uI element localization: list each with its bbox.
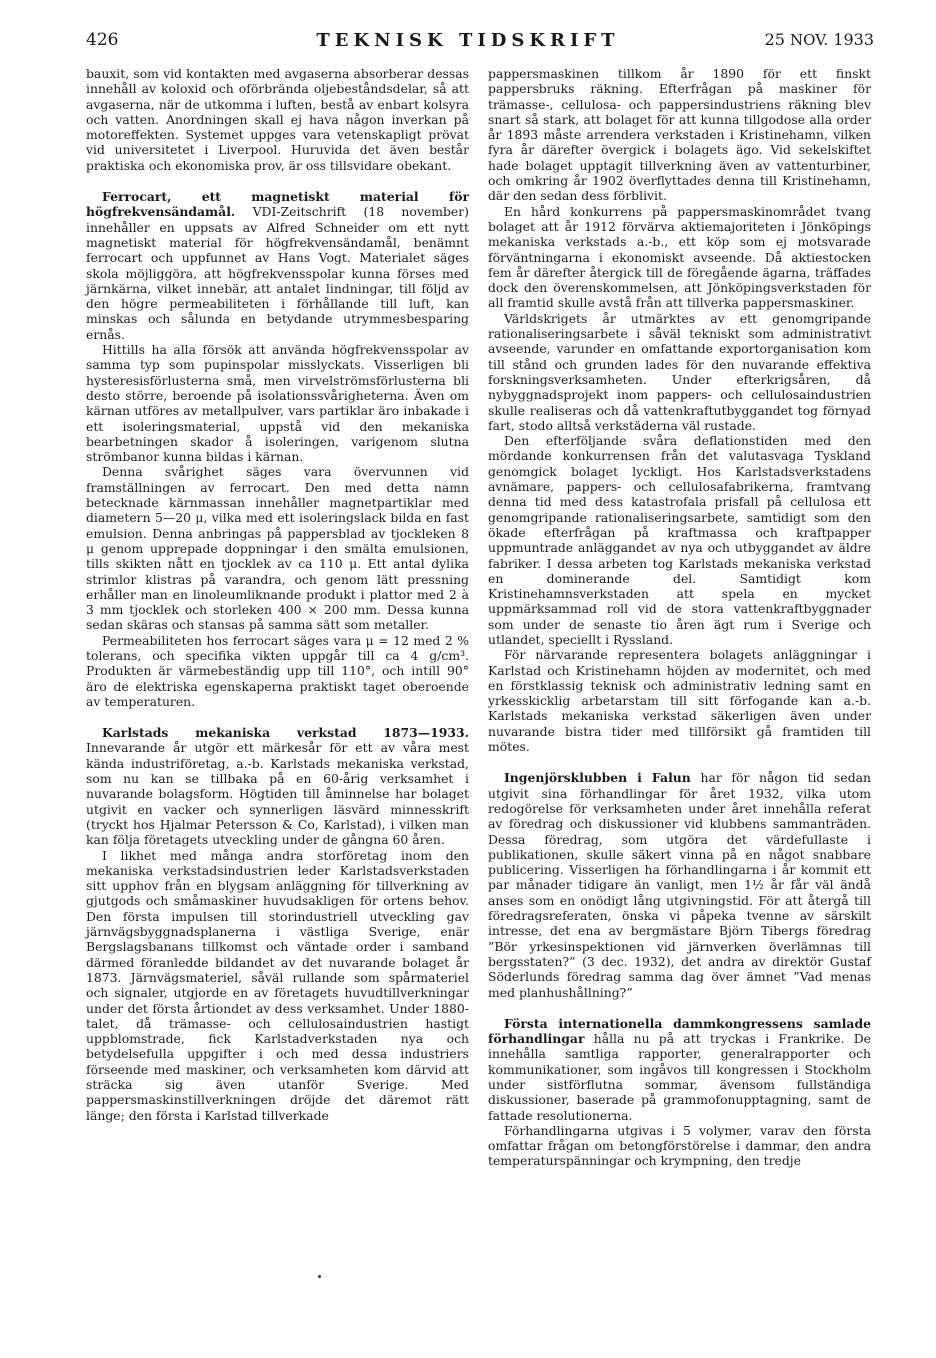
right-column xyxy=(488,66,871,1169)
paragraph: För närvarande representera bolagets anläggningar i Karlstad och Kristinehamn höjden av modernitet, och med en förstklassig teknisk och administrativ ledning samt en yrkesskicklig arbetarstam till sitt förfogande kan a.-b. Karlstads mekaniska verkstad säkerligen även under nuvarande bistra tider med tillförsikt gå framtiden till mötes. xyxy=(488,647,871,755)
dam-congress-article xyxy=(488,1016,871,1123)
page-number: 426 xyxy=(86,30,119,50)
paragraph: Den efterföljande svåra deflationstiden med den mördande konkurrensen från det valutasvaga Tyskland genomgick bolaget lyckligt. Hos Karlstadsverkstadens avnämare, pappers- och cellulosafabrikerna, framtvang denna tid med dess katastrofala prisfall på cellulosa ett genomgripande rationaliseringsarbete, samtidigt som den ökade efterfrågan på kraftmassa och kraftpapper uppmuntrade anläggandet av nya och utbyggandet av äldre fabriker. I dessa arbeten tog Karlstads mekaniska verkstad en dominerande del. Samtidigt kom Kristinehamnsverkstaden att spela en mycket uppmärksammad roll vid de stora vattenkraftbyggnader som under de senaste tio åren ägt rum i Sverige och utlandet, speciellt i Ryssland. xyxy=(488,433,871,647)
left-column xyxy=(86,66,469,1123)
paragraph: Hittills ha alla försök att använda högfrekvensspolar av samma typ som pupinspolar misslyckats. Visserligen bli hysteresisförlusterna små, men virvelströmsförlusterna bli desto större, beroende på isolationssvårigheterna. Även om kärnan utföres av metallpulver, vars partiklar äro inbakade i ett isoleringsmaterial, uppstå vid den mekaniska bearbetningen skador å isoleringen, varigenom slutna strömbanor kunna bildas i kärnan. xyxy=(86,342,469,465)
journal-title: TEKNISK TIDSKRIFT xyxy=(316,30,620,51)
article-heading: Karlstads mekaniska verkstad 1873—1933. xyxy=(102,725,469,741)
falun-article xyxy=(488,770,871,999)
paragraph: Permeabiliteten hos ferrocart säges vara μ = 12 med 2 % tolerans, och specifika vikten uppgår till ca 4 g/cm³. Produkten är värmebeständig upp till 110°, och intill 90° äro de elektriska egenskaperna praktiskt taget oberoende av temperaturen. xyxy=(86,632,469,709)
date-year: 1933 xyxy=(833,30,874,49)
paragraph: Förhandlingarna utgivas i 5 volymer, varav den första omfattar frågan om betongförstörelse i dammar, den andra temperaturspänningar och krympning, den tredje xyxy=(488,1122,871,1169)
date-month: NOV. xyxy=(790,31,829,49)
article-heading: Ferrocart, ett magnetiskt material för högfrekvensändamål. xyxy=(86,189,469,220)
paragraph: En hård konkurrens på pappersmaskinområdet tvang bolaget att år 1912 förvärva aktiemajoriteten i Jönköpings mekaniska verkstads a.-b., ett köp som ej motsvarade förväntningarna i ekonomiskt avseende. Då aktiestocken fem år därefter återgick till de föregående ägarna, träffades dock den överenskommelsen, att Jönköpingsverkstaden för all framtid skulle avstå från att tillverka pappersmaskiner. xyxy=(488,203,871,311)
paragraph: pappersmaskinen tillkom år 1890 för ett finskt pappersbruks räkning. Efterfrågan på maskiner för trämasse-, cellulosa- och pappersindustriens räkning blev snart så stark, att bolaget för att kunna tillgodose alla order år 1893 måste arrendera verkstaden i Kristinehamn, vilken fyra år därefter övergick i bolagets ägo. Vid sekelskiftet hade bolaget upptagit tillverkning även av vattenturbiner, och omkring år 1902 överflyttades denna till Kristinehamn, där den sedan dess förblivit. xyxy=(488,66,871,204)
paragraph: VDI-Zeitschrift (18 november) innehåller en uppsats av Alfred Schneider om ett nytt magnetiskt material för högfrekvensändamål, benämnt ferrocart och uppfunnet av Hans Vogt. Materialet säges skola möjliggöra, att högfrekvensspolar kunna förses med järnkärna, vilket innebär, att antalet lindningar, till följd av den högre permeabiliteten i förhållande till luft, kan minskas och sålunda en betydande utrymmesbesparing ernås. xyxy=(86,204,469,342)
paragraph: bauxit, som vid kontakten med avgaserna absorberar dessas innehåll av koloxid och oförbrända oljebeståndsdelar, så att avgaserna, när de utkomma i luften, bestå av enbart kolsyra och vatten. Anordningen skall ej hava någon inverkan på motoreffekten. Systemet uppges vara vetenskapligt prövat vid universitetet i Liverpool. Huruvida det även består praktiska och ekonomiska prov, är oss tillsvidare obekant. xyxy=(86,66,469,173)
issue-date xyxy=(765,30,874,49)
page-header xyxy=(0,0,936,60)
print-speck xyxy=(318,1275,321,1278)
paragraph: hålla nu på att tryckas i Frankrike. De innehålla samtliga rapporter, generalrapporter och kommunikationer, som ingåvos till kongressen i Stockholm under sistförflutna sommar, ävensom fullständiga diskussioner, baserade på grammofonupptagning, samt de fattade resolutionerna. xyxy=(488,1031,871,1123)
paragraph: Världskrigets år utmärktes av ett genomgripande rationaliseringsarbete i såväl tekniskt som administrativt avseende, varunder en omfattande exportorganisation kom till stånd och grunden lades för den nuvarande effektiva forskningsverksamheten. Under efterkrigsåren, då nybyggnadsprojekt inom pappers- och cellulosaindustrien skulle realiseras och då vattenkraftutbyggandet tog förnyad fart, stodo alltså verkstäderna väl rustade. xyxy=(488,310,871,433)
paragraph: I likhet med många andra storföretag inom den mekaniska verkstadsindustrien leder Karlstadsverkstaden sitt upphov från en blygsam anläggning för tillverkning av gjutgods och småmaskiner huvudsakligen för ortens behov. Den första impulsen till storindustriell utveckling gav järnvägsbyggnadsplanerna i västliga Sverige, enär Bergslagsbanans tillkomst och väntade order i samband därmed föranledde bildandet av det nuvarande bolaget år 1873. Järnvägsmateriel, såväl rullande som spårmateriel och signaler, utgjorde en av företagets huvudtillverkningar under det första årtiondet av dess verksamhet. Under 1880-talet, då trämasse- och cellulosaindustrien hastigt uppblomstrade, fick Karlstadverkstaden nya och betydelsefulla uppgifter i och med dessa industriers förseende med maskiner, och verksamheten kom därvid att sträcka sig även utanför Sverige. Med pappersmaskinstillverkningen dröjde det däremot rätt länge; den första i Karlstad tillverkade xyxy=(86,847,469,1123)
paragraph: har för någon tid sedan utgivit sina förhandlingar för året 1932, vilka utom redogörelse för verksamheten under året innehålla referat av föredrag och diskussioner vid klubbens sammanträden. Dessa föredrag, som utgöra det värdefullaste i publikationen, skulle säkert vinna på en något snabbare publicering. Visserligen ha förhandlingarna i år kommit ett par månader tidigare än vanligt, men 1½ år får väl ändå anses som en onödigt lång utgivningstid. För att återgå till föredragsreferaten, önska vi påpeka tvenne av särskilt intresse, det ena av bergmästare Björn Tibergs föredrag ”Bör yrkesinspektionen vid järnverken överlämnas till bergsstaten?” (3 dec. 1932), det andra av direktör Gustaf Söderlunds föredrag samma dag över ämnet ”Vad menas med planhushållning?” xyxy=(488,770,871,1000)
article-heading: Första internationella dammkongressens samlade förhandlingar xyxy=(488,1015,871,1047)
karlstad-article xyxy=(86,725,469,847)
date-day: 25 xyxy=(764,30,785,49)
article-heading: Ingenjörsklubben i Falun xyxy=(504,770,691,786)
ferrocart-article xyxy=(86,189,469,342)
paragraph: Denna svårighet säges vara övervunnen vid framställningen av ferrocart. Den med detta namn betecknade kärnmassan innehåller magnetpartiklar med diametern 5—20 μ, vilka med ett isoleringslack bilda en fast emulsion. Denna anbringas på pappersblad av tjockleken 8 μ genom upprepade doppningar i den smälta emulsionen, tills skikten nått en tjocklek av ca 110 μ. Ett antal dylika strimlor klistras på varandra, och genom lätt pressning erhåller man en linoleumliknande produkt i plattor med 2 à 3 mm tjocklek och storleken 400 × 200 mm. Dessa kunna sedan skäras och stansas på samma sätt som metaller. xyxy=(86,464,469,633)
paragraph: Innevarande år utgör ett märkesår för ett av våra mest kända industriföretag, a.-b. Karlstads mekaniska verkstad, som nu kan se tillbaka på en 60-årig verksamhet i nuvarande bolagsform. Högtiden till åminnelse har bolaget utgivit en vacker och synnerligen läsvärd minnesskrift (tryckt hos Hjalmar Petersson & Co, Karlstad), i vilken man kan följa företagets utveckling under de gångna 60 åren. xyxy=(86,740,469,848)
